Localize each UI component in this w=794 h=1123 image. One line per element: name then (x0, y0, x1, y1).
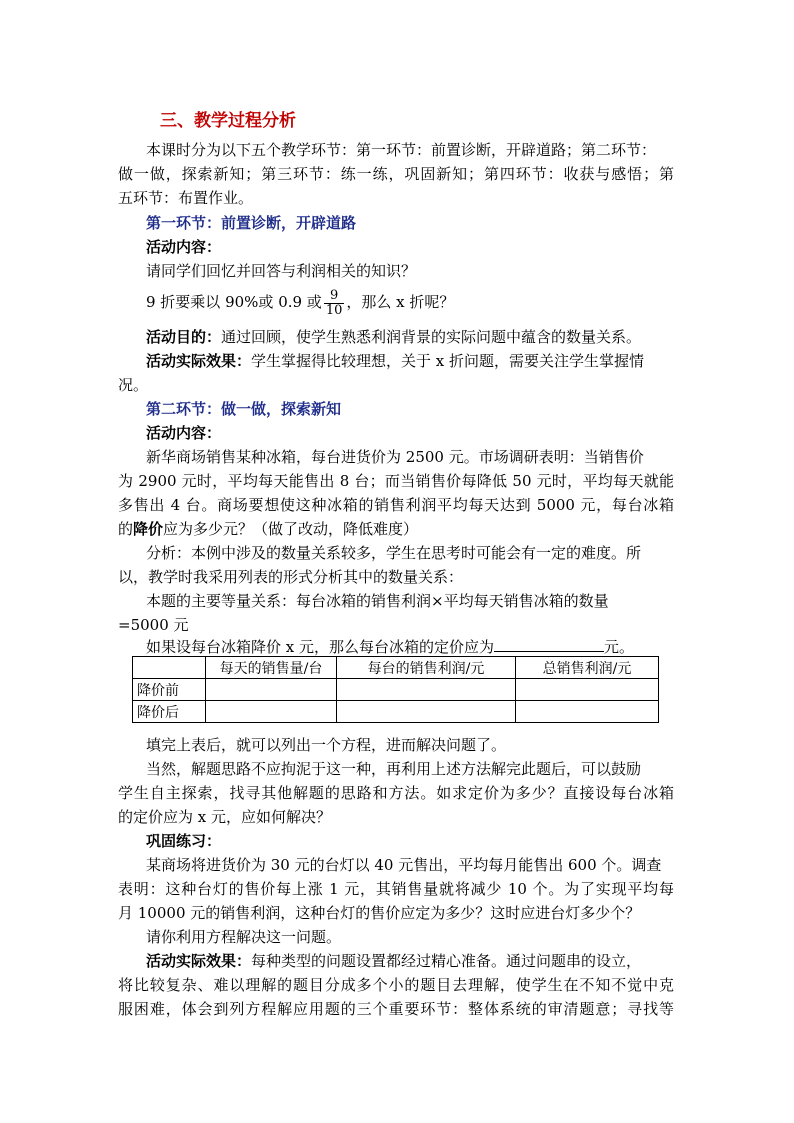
relation-cont: =5000 元 (118, 616, 189, 634)
practice-ask: 请你利用方程解决这一问题。 (146, 928, 342, 946)
effect-label: 活动实际效果： (146, 352, 252, 370)
table-cell[interactable] (516, 701, 659, 723)
table-row (133, 701, 659, 723)
table-header-cell: 每台的销售利润/元 (337, 657, 516, 679)
q2-suffix: ，那么 x 折呢？ (346, 293, 455, 311)
analysis-line-1: 分析：本例中涉及的数量关系较多，学生在思考时可能会有一定的难度。所 (146, 544, 642, 562)
problem-line-1: 新华商场销售某种冰箱，每台进货价为 2500 元。市场调研表明：当销售价 (146, 448, 644, 466)
section-title: 三、教学过程分析 (160, 111, 296, 131)
problem-line-2: 为 2900 元时，平均每天能售出 8 台；而当销售价每降低 50 元时，平均每天就能 (118, 472, 674, 490)
remark-line-2: 学生自主探索，找寻其他解题的思路和方法。如求定价为多少？直接设每台冰箱 (118, 784, 674, 802)
practice-label: 巩固练习： (146, 832, 222, 850)
stage1-content-label: 活动内容： (146, 238, 222, 256)
row-label: 降价后 (133, 701, 206, 723)
intro-line-3: 五环节：布置作业。 (118, 189, 254, 207)
effect-line-3: 服困难，体会到列方程解应用题的三个重要环节：整体系统的审清题意；寻找等 (118, 1000, 674, 1018)
effect-text: 每种类型的问题设置都经过精心准备。通过问题串的设立， (251, 952, 642, 970)
table-header-cell: 每天的销售量/台 (206, 657, 337, 679)
blank-pre: 如果设每台冰箱降价 x 元，那么每台冰箱的定价应为 (146, 638, 494, 656)
remark-line-1: 当然，解题思路不应拘泥于这一种，再利用上述方法解完此题后，可以鼓励 (146, 760, 642, 778)
blank-post: 元。 (604, 638, 635, 656)
q2-prefix: 9 折要乘以 90%或 0.9 或 (146, 293, 322, 311)
goal-text: 通过回顾，使学生熟悉利润背景的实际问题中蕴含的数量关系。 (221, 328, 642, 346)
table-header-cell: 总销售利润/元 (516, 657, 659, 679)
stage1-question-1: 请同学们回忆并回答与利润相关的知识？ (146, 262, 417, 280)
intro-line-1: 本课时分为以下五个教学环节：第一环节：前置诊断，开辟道路；第二环节： (146, 141, 657, 159)
relation-line: 本题的主要等量关系：每台冰箱的销售利润×平均每天销售冰箱的数量 (146, 592, 609, 610)
after-table: 填完上表后，就可以列出一个方程，进而解决问题了。 (146, 736, 507, 754)
blank-sentence (146, 637, 634, 657)
stage2-effect (146, 951, 641, 971)
goal-label: 活动目的： (146, 328, 222, 346)
intro-line-2: 做一做，探索新知；第三环节：练一练，巩固新知；第四环节：收获与感悟；第 (118, 165, 674, 183)
analysis-line-2: 以，教学时我采用列表的形式分析其中的数量关系： (118, 568, 464, 586)
table-cell[interactable] (337, 679, 516, 701)
table-cell[interactable] (516, 679, 659, 701)
fill-blank[interactable] (494, 637, 604, 652)
practice-line-2: 表明：这种台灯的售价每上涨 1 元，其销售量就将减少 10 个。为了实现平均每 (118, 880, 674, 898)
problem-post: 应为多少元？（做了改动，降低难度） (163, 520, 419, 538)
effect-label: 活动实际效果： (146, 952, 252, 970)
table-cell[interactable] (206, 679, 337, 701)
remark-line-3: 的定价应为 x 元，应如何解决？ (118, 808, 331, 826)
table-cell[interactable] (337, 701, 516, 723)
row-label: 降价前 (133, 679, 206, 701)
table-header-row (133, 657, 659, 679)
stage1-effect (146, 351, 644, 371)
stage1-question-2 (146, 286, 454, 318)
fraction-denominator: 10 (325, 302, 343, 318)
effect-text: 学生掌握得比较理想，关于 x 折问题，需要关注学生掌握情 (251, 352, 645, 370)
problem-line-4 (118, 519, 418, 539)
fraction (324, 289, 345, 318)
stage2-content-label: 活动内容： (146, 424, 222, 442)
problem-line-3: 多售出 4 台。商场要想使这种冰箱的销售利润平均每天达到 5000 元，每台冰箱 (118, 496, 674, 514)
table-cell[interactable] (206, 701, 337, 723)
table-row (133, 679, 659, 701)
stage1-effect-cont: 况。 (118, 376, 149, 394)
problem-pre: 的 (118, 520, 134, 538)
fraction-numerator: 9 (324, 289, 345, 304)
problem-bold: 降价 (133, 520, 164, 538)
table-header-cell (133, 657, 206, 679)
stage2-heading: 第二环节：做一做，探索新知 (146, 400, 342, 418)
analysis-table (132, 656, 659, 723)
practice-line-3: 月 10000 元的销售利润，这种台灯的售价应定为多少？这时应进台灯多少个？ (118, 904, 641, 922)
stage1-heading: 第一环节：前置诊断，开辟道路 (146, 214, 357, 232)
stage1-goal (146, 327, 641, 347)
effect-line-2: 将比较复杂、难以理解的题目分成多个小的题目去理解，使学生在不知不觉中克 (118, 976, 674, 994)
practice-line-1: 某商场将进货价为 30 元的台灯以 40 元售出，平均每月能售出 600 个。调查 (146, 856, 662, 874)
